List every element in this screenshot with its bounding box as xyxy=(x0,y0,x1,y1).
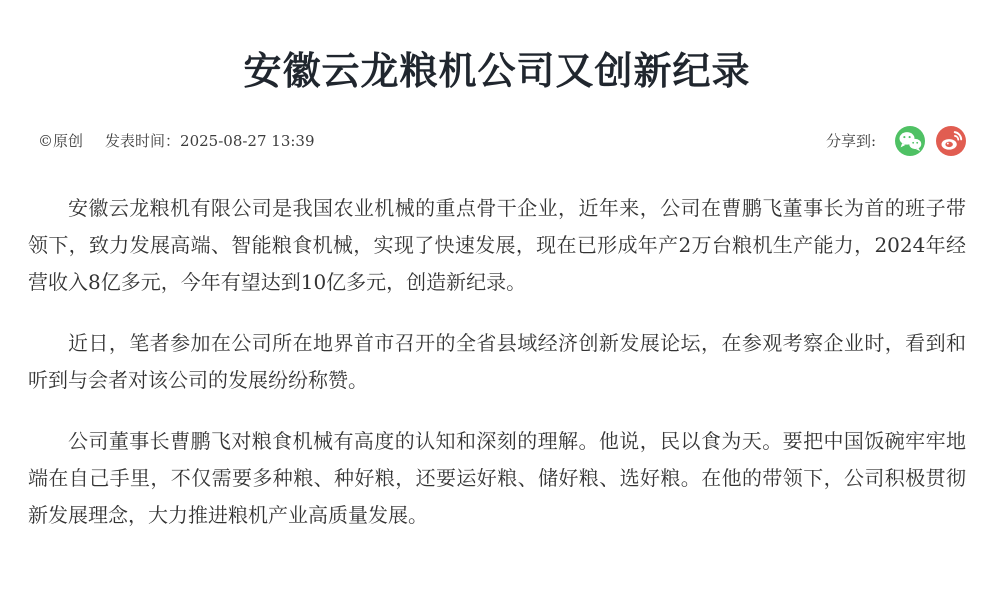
article-paragraph: 近日，笔者参加在公司所在地界首市召开的全省县域经济创新发展论坛，在参观考察企业时，看到和听到与会者对该公司的发展纷纷称赞。 xyxy=(28,330,966,392)
article-paragraph: 安徽云龙粮机有限公司是我国农业机械的重点骨干企业，近年来，公司在曹鹏飞董事长为首的班子带领下，致力发展高端、智能粮食机械，实现了快速发展，现在已形成年产2万台粮机生产能力，2024年经营收入8亿多元，今年有望达到10亿多元，创造新纪录。 xyxy=(28,195,966,294)
meta-row xyxy=(0,126,994,156)
wechat-share-icon[interactable] xyxy=(895,126,925,156)
article-page xyxy=(0,52,994,591)
share-bar xyxy=(826,126,966,156)
copyright-badge: ©原创 xyxy=(38,132,84,151)
publish-time xyxy=(105,130,315,151)
publish-time-label: 发表时间： xyxy=(105,132,181,151)
publish-time-value: 2025-08-27 13:39 xyxy=(180,132,315,151)
article-paragraph: 公司董事长曹鹏飞对粮食机械有高度的认知和深刻的理解。他说，民以食为天。要把中国饭碗牢牢地端在自己手里，不仅需要多种粮、种好粮，还要运好粮、储好粮、选好粮。在他的带领下，公司积极贯彻新发展理念，大力推进粮机产业高质量发展。 xyxy=(28,428,966,527)
article-title: 安徽云龙粮机公司又创新纪录 xyxy=(243,51,751,93)
share-label: 分享到: xyxy=(825,132,876,151)
meta-info xyxy=(38,130,315,151)
article-body xyxy=(0,190,994,534)
weibo-share-icon[interactable] xyxy=(936,126,966,156)
